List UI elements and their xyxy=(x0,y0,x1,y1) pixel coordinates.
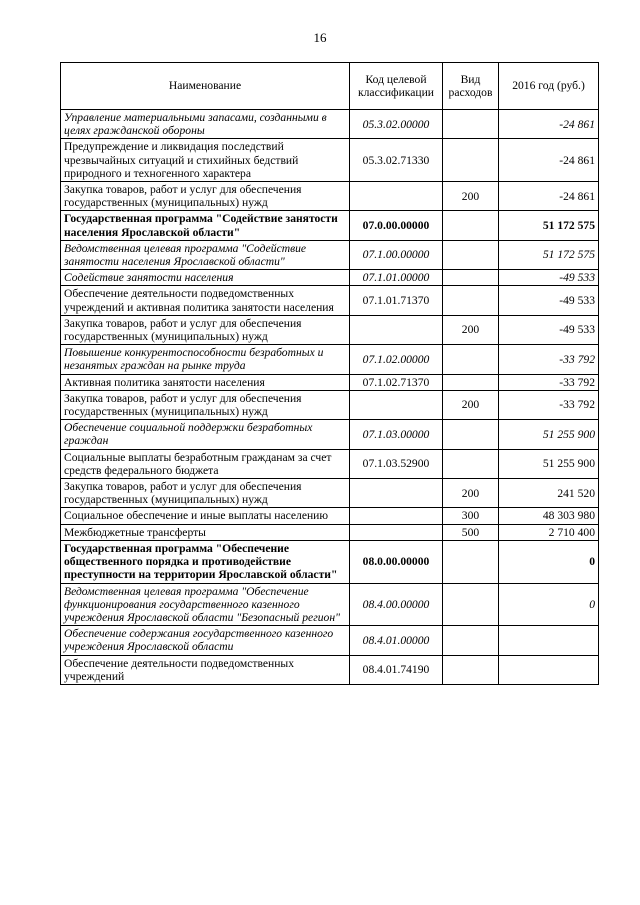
cell-code: 07.1.00.00000 xyxy=(350,240,443,269)
cell-type xyxy=(443,110,499,139)
cell-amount: 241 520 xyxy=(499,479,599,508)
cell-amount: -49 533 xyxy=(499,286,599,315)
table-row xyxy=(61,655,599,684)
table-row xyxy=(61,508,599,524)
table-row xyxy=(61,524,599,540)
cell-type: 200 xyxy=(443,390,499,419)
cell-type xyxy=(443,374,499,390)
cell-code xyxy=(350,182,443,211)
cell-type xyxy=(443,449,499,478)
cell-name: Обеспечение деятельности подведомственных учреждений xyxy=(61,655,350,684)
cell-code xyxy=(350,390,443,419)
cell-type xyxy=(443,286,499,315)
cell-amount: 51 172 575 xyxy=(499,211,599,240)
cell-name: Государственная программа "Содействие занятости населения Ярославской области" xyxy=(61,211,350,240)
cell-code: 07.1.03.00000 xyxy=(350,420,443,449)
cell-amount xyxy=(499,655,599,684)
cell-amount: 51 255 900 xyxy=(499,449,599,478)
cell-type xyxy=(443,420,499,449)
table-row xyxy=(61,211,599,240)
cell-amount xyxy=(499,626,599,655)
cell-type: 200 xyxy=(443,182,499,211)
table-row xyxy=(61,286,599,315)
table-row xyxy=(61,139,599,182)
cell-name: Социальное обеспечение и иные выплаты населению xyxy=(61,508,350,524)
page-number: 16 xyxy=(313,30,327,45)
cell-type xyxy=(443,345,499,374)
cell-type xyxy=(443,583,499,626)
header-amount: 2016 год (руб.) xyxy=(499,63,599,110)
cell-name: Обеспечение социальной поддержки безработных граждан xyxy=(61,420,350,449)
cell-amount: -49 533 xyxy=(499,315,599,344)
cell-amount: -33 792 xyxy=(499,374,599,390)
cell-code: 08.4.01.74190 xyxy=(350,655,443,684)
table-row xyxy=(61,390,599,419)
cell-code: 07.1.02.71370 xyxy=(350,374,443,390)
cell-type xyxy=(443,270,499,286)
cell-type xyxy=(443,211,499,240)
cell-type: 300 xyxy=(443,508,499,524)
table-row xyxy=(61,182,599,211)
cell-name: Активная политика занятости населения xyxy=(61,374,350,390)
cell-code: 07.1.02.00000 xyxy=(350,345,443,374)
budget-table xyxy=(60,62,599,685)
cell-amount: 48 303 980 xyxy=(499,508,599,524)
cell-name: Закупка товаров, работ и услуг для обеспечения государственных (муниципальных) нужд xyxy=(61,182,350,211)
cell-amount: -33 792 xyxy=(499,390,599,419)
cell-amount: -24 861 xyxy=(499,110,599,139)
table-row xyxy=(61,345,599,374)
table-row xyxy=(61,449,599,478)
cell-amount: -24 861 xyxy=(499,182,599,211)
cell-name: Государственная программа "Обеспечение общественного порядка и противодействие преступности на территории Ярославской области" xyxy=(61,540,350,583)
table-row xyxy=(61,270,599,286)
cell-code: 07.1.01.00000 xyxy=(350,270,443,286)
cell-amount: -24 861 xyxy=(499,139,599,182)
cell-name: Содействие занятости населения xyxy=(61,270,350,286)
cell-type xyxy=(443,540,499,583)
cell-name: Ведомственная целевая программа "Обеспечение функционирования государственного казенного учреждения Ярославской области "Безопасный регион" xyxy=(61,583,350,626)
cell-amount: 51 172 575 xyxy=(499,240,599,269)
table-row xyxy=(61,479,599,508)
cell-type xyxy=(443,139,499,182)
cell-name: Ведомственная целевая программа "Содействие занятости населения Ярославской области" xyxy=(61,240,350,269)
table-row xyxy=(61,420,599,449)
table-row xyxy=(61,240,599,269)
cell-name: Предупреждение и ликвидация последствий чрезвычайных ситуаций и стихийных бедствий природного и техногенного характера xyxy=(61,139,350,182)
cell-type: 200 xyxy=(443,479,499,508)
cell-code: 05.3.02.71330 xyxy=(350,139,443,182)
cell-code xyxy=(350,479,443,508)
cell-amount: -33 792 xyxy=(499,345,599,374)
table-row xyxy=(61,583,599,626)
cell-code xyxy=(350,524,443,540)
cell-name: Управление материальными запасами, созданными в целях гражданской обороны xyxy=(61,110,350,139)
cell-amount: 51 255 900 xyxy=(499,420,599,449)
cell-name: Социальные выплаты безработным гражданам за счет средств федерального бюджета xyxy=(61,449,350,478)
table-row xyxy=(61,110,599,139)
cell-name: Закупка товаров, работ и услуг для обеспечения государственных (муниципальных) нужд xyxy=(61,315,350,344)
cell-amount: 2 710 400 xyxy=(499,524,599,540)
cell-code: 05.3.02.00000 xyxy=(350,110,443,139)
cell-code: 08.4.00.00000 xyxy=(350,583,443,626)
cell-code: 08.4.01.00000 xyxy=(350,626,443,655)
cell-name: Обеспечение содержания государственного казенного учреждения Ярославской области xyxy=(61,626,350,655)
cell-code: 08.0.00.00000 xyxy=(350,540,443,583)
cell-type xyxy=(443,655,499,684)
table-header-row xyxy=(61,63,599,110)
header-type: Вид расходов xyxy=(443,63,499,110)
cell-name: Повышение конкурентоспособности безработных и незанятых граждан на рынке труда xyxy=(61,345,350,374)
cell-code xyxy=(350,315,443,344)
cell-code xyxy=(350,508,443,524)
cell-name: Закупка товаров, работ и услуг для обеспечения государственных (муниципальных) нужд xyxy=(61,390,350,419)
cell-type xyxy=(443,626,499,655)
header-name: Наименование xyxy=(61,63,350,110)
table-row xyxy=(61,626,599,655)
cell-type: 500 xyxy=(443,524,499,540)
cell-name: Закупка товаров, работ и услуг для обеспечения государственных (муниципальных) нужд xyxy=(61,479,350,508)
table-row xyxy=(61,374,599,390)
cell-code: 07.1.03.52900 xyxy=(350,449,443,478)
cell-amount: 0 xyxy=(499,540,599,583)
cell-code: 07.1.01.71370 xyxy=(350,286,443,315)
cell-name: Обеспечение деятельности подведомственных учреждений и активная политика занятости населения xyxy=(61,286,350,315)
cell-type xyxy=(443,240,499,269)
cell-amount: -49 533 xyxy=(499,270,599,286)
cell-name: Межбюджетные трансферты xyxy=(61,524,350,540)
cell-type: 200 xyxy=(443,315,499,344)
header-code: Код целевой классификации xyxy=(350,63,443,110)
cell-code: 07.0.00.00000 xyxy=(350,211,443,240)
table-row xyxy=(61,315,599,344)
cell-amount: 0 xyxy=(499,583,599,626)
table-row xyxy=(61,540,599,583)
